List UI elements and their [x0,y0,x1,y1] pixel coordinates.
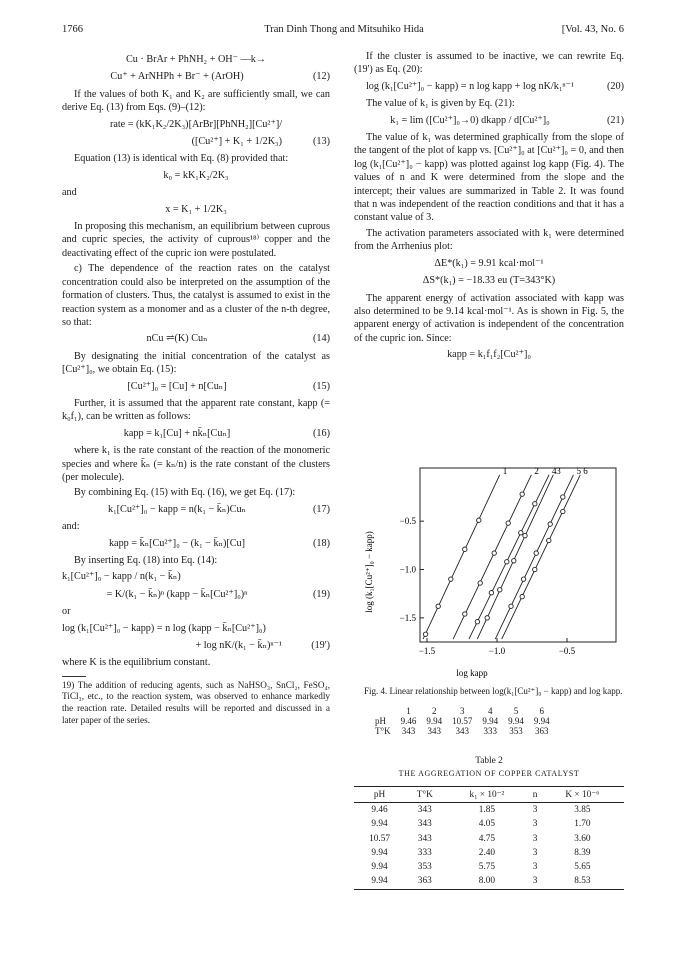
eq15: [Cu²⁺]₀ = [Cu] + n[Cuₙ] (15) [127,380,330,392]
eq-x: x = K₁ + 1/2K₃ [165,203,227,215]
eq16: kapp = k₁[Cu] + nk̄ₙ[Cuₙ] (16) [123,427,330,439]
table-2 [354,786,624,890]
series-label-2: 2 [534,465,539,476]
data-point [534,551,538,555]
data-point [463,547,467,551]
paragraph: If the cluster is assumed to be inactive, we can rewrite Eq. (19') as Eq. (20): [354,51,624,76]
y-axis-label: log (k₁[Cu²⁺]₀ − kapp) [364,531,374,613]
paragraph: Further, it is assumed that the apparent rate constant, kapp (= k₀f₁), can be written as follows: [62,397,330,423]
data-point [512,559,516,563]
data-point [520,492,524,496]
data-point [521,577,525,581]
series-line-4 [469,475,549,639]
eq-kapp: kapp = k₁f₁f₂[Cu²⁺]₀ [447,349,531,361]
paragraph: By combining Eq. (15) with Eq. (16), we get Eq. (17): [74,487,296,499]
eq14: nCu ⇌(K) Cuₙ (14) [146,333,330,345]
text-or: or [62,606,71,618]
legend-cell: 353 [509,726,523,736]
series-label-5: 5 [576,465,581,476]
eq19-line2: = K/(k₁ − k̄ₙ)ⁿ (kapp − k̄ₙ[Cu²⁺]₀)ⁿ (19) [106,588,330,600]
legend-cell: 4 [487,706,493,716]
table-2-title: Table 2 [475,756,503,766]
table-cell: 9.94 [371,819,388,830]
paragraph: The apparent energy of activation associated with kapp was also determined to be 9.14 kcal·mol⁻¹. As is shown in Fig. 5, the apparent energy of activation is independent of the concentration of the cupric ion. Since: [354,292,624,344]
left-column [62,50,330,726]
x-tick-label: −1.0 [488,646,506,656]
paragraph: By inserting Eq. (18) into Eq. (14): [74,555,218,566]
eq12-line1: Cu · BrAr + PhNH₂ + OH⁻ —k→ [125,54,267,65]
table-row [354,846,624,860]
x-axis-label: log kapp [456,668,488,678]
paragraph: If the values of both K₁ and K₂ are sufficiently small, we can derive Eq. (13) from Eqs. (9)–(12): [62,88,330,114]
data-point [475,620,479,624]
data-point [436,604,440,608]
table-row [354,817,624,831]
legend-cell: 9.94 [533,716,550,726]
table-cell: 5.65 [574,862,591,873]
table-header-cell: k₁ × 10⁻² [444,787,529,803]
legend-cell: 363 [534,726,549,736]
series-label-1: 1 [502,465,508,476]
data-point [523,533,527,537]
table-cell: 9.46 [371,805,388,815]
table-header-cell: K × 10⁻⁶ [541,787,624,803]
figure-4-chart [354,462,624,684]
legend-cell: 3 [459,706,465,716]
legend-cell: pH [375,716,386,726]
paragraph: where k₁ is the rate constant of the reaction of the monomeric species and where k̄ₙ (= kₙ/n) is the rate constant of the clusters (per molecule). [62,445,330,483]
data-point [477,518,481,522]
legend-cell: 2 [431,706,437,716]
table-cell: 343 [417,805,432,815]
text-and: and [62,187,77,199]
data-point [520,594,524,598]
table-cell: 3 [532,862,538,873]
y-tick-label: −1.5 [399,612,416,623]
eq19p-line2: + log nK/(k₁ − k̄ₙ)ⁿ⁻¹ (19') [195,640,330,652]
legend-cell: 10.57 [452,716,473,726]
x-tick-label: −1.5 [418,646,436,656]
eq19-line1: k₁[Cu²⁺]₀ − kapp / n(k₁ − k̄ₙ) [62,571,181,583]
table-cell: 4.05 [478,819,496,830]
table-cell: 363 [405,874,444,889]
legend-cell: 343 [427,726,441,736]
legend-cell: 9.94 [426,716,443,726]
data-point [492,551,496,555]
legend-cell: 6 [539,706,544,716]
table-header-cell: n [529,787,540,803]
legend-cell: 9.46 [400,716,417,726]
eq-k0: k₀ = kK₁K₂/2K₃ [163,169,229,181]
series-label-3: 3 [556,465,561,476]
eq18: kapp = k̄ₙ[Cu²⁺]₀ − (k₁ − k̄ₙ)[Cu] (18) [108,537,330,549]
eq19p-line1: log (k₁[Cu²⁺]₀ − kapp) = n log (kapp − k̄ₙ[Cu²⁺]₀) [62,622,266,634]
paragraph: By designating the initial concentration of the catalyst as [Cu²⁺]₀, we obtain Eq. (15): [62,350,330,376]
table-cell: 8.39 [574,847,591,858]
eq13-line2: ([Cu²⁺] + K₁ + 1/2K₃) (13) [191,136,330,148]
data-point [449,577,453,581]
legend-cell: 9.94 [482,716,499,726]
table-2-subtitle: THE AGGREGATION OF COPPER CATALYST [398,769,580,778]
data-point [498,588,502,592]
right-column [354,50,624,366]
table-cell: 3 [532,833,538,844]
legend-cell: 343 [401,726,416,736]
table-cell: 2.40 [478,847,496,858]
footnote: 19) The addition of reducing agents, such as NaHSO₃, SnCl₂, FeSO₄, TiCl₃, etc., to the reaction system, was observed to enhance markedly the reaction rate. Detailed results will be reported and discussed in a later paper of the series. [62,679,330,725]
table-cell: 9.94 [354,874,405,889]
paragraph: Equation (13) is identical with Eq. (8) provided that: [74,153,289,165]
table-cell: 9.94 [371,862,388,873]
data-point [561,495,565,499]
data-point [548,522,552,526]
data-point [478,581,482,585]
eq12-line2: Cu⁺ + ArNHPh + Br⁻ + (ArOH) (12) [110,71,330,83]
paragraph: The value of k₁ was determined graphically from the slope of the tangent of the plot of kapp vs. [Cu²⁺]₀ at [Cu²⁺]₀ = 0, and then log (k₁[Cu²⁺]₀ − kapp) was plotted against log kapp (Fig. 4). The values of n and K were determined from the slope and the intercept; their values are summarized in Table 2. It was found that n was independent of the reaction conditions and that it has a constant value of 3. [354,132,624,224]
table-cell: 10.57 [369,833,390,844]
eq21: k₁ = lim ([Cu²⁺]₀→0) dkapp / d[Cu²⁺]₀ (21) [390,114,624,126]
table-cell: 3 [532,819,538,830]
activation-energy: ΔE*(k₁) = 9.91 kcal·mol⁻¹ [434,257,544,269]
data-point [519,531,523,535]
table-cell: 9.94 [371,847,388,858]
data-point [505,560,509,564]
paragraph: The value of k₁ is given by Eq. (21): [366,98,515,110]
legend-cell: T°K [375,726,391,736]
table-row [354,874,624,889]
series-line-6 [502,475,581,639]
series-label-6: 6 [583,465,588,476]
data-point [489,591,493,595]
eq17: k₁[Cu²⁺]₀ − kapp = n(k₁ − k̄ₙ)Cuₙ (17) [108,503,330,515]
table-cell: 1.85 [478,805,496,815]
data-point [547,538,551,542]
table-cell: 333 [417,847,432,858]
legend-cell: 5 [513,706,519,716]
paragraph: c) The dependence of the reaction rates on the catalyst concentration could also be interpreted on the assumption of the formation of clusters. Thus, the catalyst is assumed to exist in the reaction system as a monomer and as a cluster of the n-th degree, so that: [62,263,330,328]
table-cell: 3 [532,805,538,815]
footnote-rule [62,676,86,677]
table-header-cell: T°K [405,787,444,803]
eq20: log (k₁[Cu²⁺]₀ − kapp) = n log kapp + log nK/k₁ⁿ⁻¹ (20) [365,80,624,92]
text-and: and: [62,521,80,533]
data-point [509,604,513,608]
figure-4-caption: Fig. 4. Linear relationship between log(k₁[Cu²⁺]₀ − kapp) and log kapp. [364,686,623,696]
table-row [354,832,624,846]
table-cell: 343 [417,819,432,830]
table-row [354,803,624,818]
paragraph: The activation parameters associated with k₁ were determined from the Arrhenius plot: [354,227,624,253]
x-tick-label: −0.5 [558,646,576,656]
data-point [485,616,489,620]
data-point [561,509,565,513]
page-number: 1766 [62,24,83,35]
series-label-4: 4 [552,465,557,476]
data-point [533,567,537,571]
table-cell: 3 [532,847,538,858]
legend-cell: 9.94 [508,716,524,726]
plot-frame [420,465,616,642]
table-cell: 8.53 [541,874,624,889]
legend-cell: 333 [483,726,497,736]
table-header-cell: pH [354,787,405,803]
table-cell: 4.75 [478,833,496,844]
activation-entropy: ΔS*(k₁) = −18.33 eu (T=343°K) [422,275,556,287]
legend-cell: 1 [406,706,411,716]
table-row [354,860,624,874]
volume-label: [Vol. 43, No. 6 [561,24,624,35]
legend-cell: 343 [455,726,469,736]
table-cell: 5.75 [478,862,496,873]
data-point [506,521,510,525]
figure-4-legend [370,706,555,736]
data-point [463,612,467,616]
table-cell: 3 [529,874,540,889]
paragraph: In proposing this mechanism, an equilibrium between cuprous and cupric species, the activity of cuprous¹⁸⁾ copper and the deactivating effect of the cupric ion were postulated. [62,221,330,259]
table-cell: 1.70 [574,819,591,830]
table-cell: 3.60 [574,833,591,844]
table-cell: 343 [417,833,432,844]
table-cell: 353 [417,862,432,873]
paragraph: where K is the equilibrium constant. [62,657,211,669]
data-point [423,632,427,636]
table-cell: 3.85 [574,805,591,815]
running-head-authors: Tran Dinh Thong and Mitsuhiko Hida [264,24,424,35]
legend-cell [370,706,396,716]
data-point [533,502,537,506]
eq13-line1: rate = (kK₁K₂/2K₃)[ArBr][PhNH₂][Cu²⁺]/ [109,118,283,130]
y-tick-label: −0.5 [399,516,416,527]
table-cell: 8.00 [444,874,529,889]
y-tick-label: −1.0 [399,564,416,575]
